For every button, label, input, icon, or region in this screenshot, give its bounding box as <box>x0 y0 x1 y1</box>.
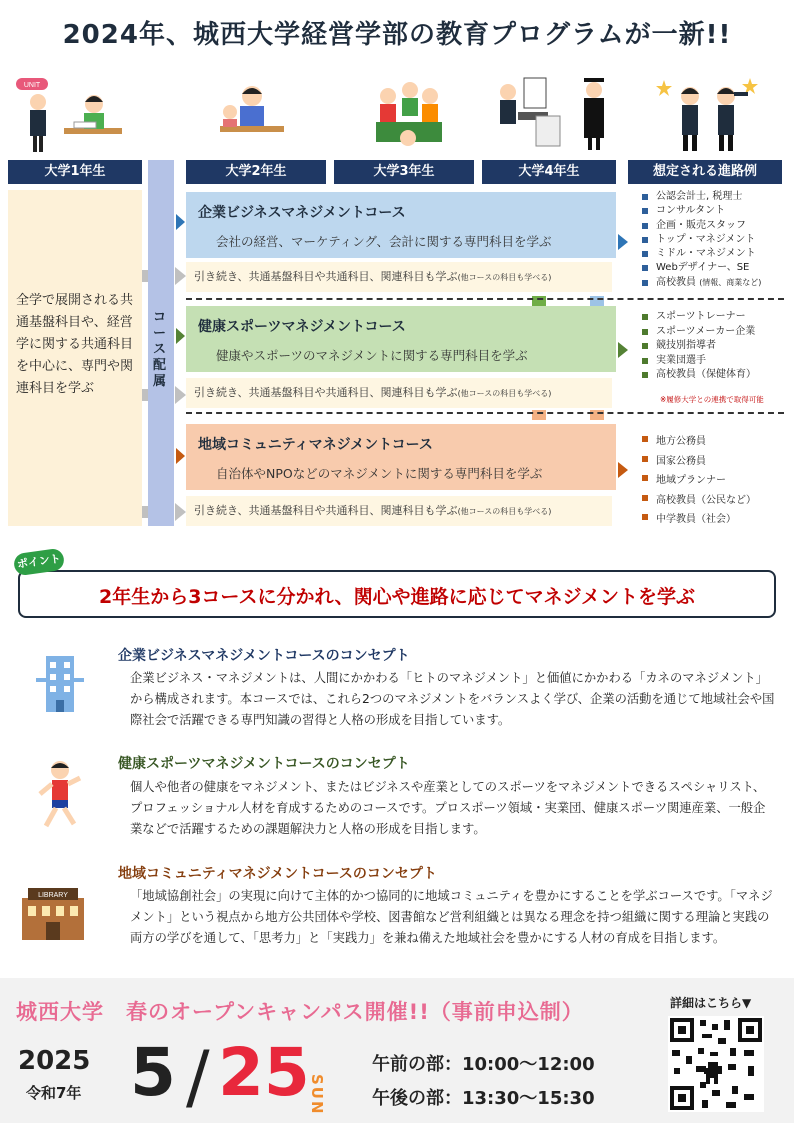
course1-desc: 会社の経営、マーケティング、会計に関する専門科目を学ぶ <box>216 234 552 249</box>
date-slash: / <box>186 1036 210 1118</box>
unit-sign: UNIT <box>23 82 41 89</box>
library-icon <box>18 884 88 942</box>
arrow-right-icon <box>175 267 186 285</box>
group-work-illustration <box>368 72 448 154</box>
career-item: 実業団選手 <box>640 354 756 369</box>
year-header-1: 大学1年生 <box>8 160 142 184</box>
course1-box <box>186 192 616 258</box>
career-item: スポーツメーカー企業 <box>640 325 756 340</box>
afternoon-session: 午後の部：13:30〜15:30 <box>372 1088 595 1109</box>
year1-box <box>8 190 142 526</box>
course1-out-arrow-icon <box>618 234 628 250</box>
concept1-title: 企業ビジネスマネジメントコースのコンセプト <box>118 648 410 664</box>
career-item: 地域プランナー <box>640 471 756 491</box>
library-sign: LIBRARY <box>38 892 68 899</box>
course2-box <box>186 306 616 372</box>
arrow-right-icon <box>175 503 186 521</box>
career-item: 高校教員（保健体育） <box>640 368 756 383</box>
course1-sub-box: 引き続き、共通基盤科目や共通科目、関連科目も学ぶ(他コースの科目も学べる) <box>186 262 612 292</box>
course2-arrow-icon <box>176 328 185 344</box>
careers2-note: ※履修大学との連携で取得可能 <box>660 395 764 404</box>
morning-session: 午前の部：10:00〜12:00 <box>372 1054 595 1075</box>
career-item: 国家公務員 <box>640 452 756 472</box>
student-study-illustration <box>210 72 290 154</box>
career-item: 高校教員（公民など） <box>640 491 756 511</box>
career-item: 地方公務員 <box>640 432 756 452</box>
course2-title: 健康スポーツマネジメントコース <box>198 319 406 335</box>
page-title: 2024年、城西大学経営学部の教育プログラムが一新!! <box>62 20 732 50</box>
event-era: 令和7年 <box>26 1084 82 1102</box>
qr-code-icon[interactable] <box>668 1016 764 1112</box>
year-header-careers: 想定される進路例 <box>628 160 782 184</box>
course3-arrow-icon <box>176 448 185 464</box>
career-item: 企画・販売スタッフ <box>640 219 761 233</box>
graduation-ceremony-illustration <box>14 72 124 154</box>
concept3-body: 「地域協創社会」の実現に向けて主体的かつ協同的に地域コミュニティを豊かにすることを学ぶコースです。「マネジメント」という視点から地方公共団体や学校、図書館など営利組織とは異なる理念を持つ組織に関する理論と実践の両方の学びを通して、「思考力」と「実践力」を兼ね備えた地域社会を豊かにする人材の育成を目指します。 <box>130 889 773 945</box>
course2-desc: 健康やスポーツのマネジメントに関する専門科目を学ぶ <box>216 348 528 363</box>
year1-text: 全学で展開される共通基盤科目や、経営学に関する共通科目を中心に、専門や関連科目を学ぶ <box>16 293 134 396</box>
concept2-body: 個人や他者の健康をマネジメント、またはビジネスや産業としてのスポーツをマネジメントできるスペシャリスト、プロフェッショナル人材を育成するためのコースです。プロスポーツ領域・実業団、健康スポーツ関連産業、一般企業などで活躍するための課題解決力と人格の形成を目指します。 <box>130 780 766 836</box>
connector <box>142 506 148 518</box>
course-assignment-label: コース配属 <box>153 310 167 389</box>
event-weekday: SUN <box>308 1074 326 1116</box>
career-success-illustration <box>650 72 770 154</box>
event-month: 5 <box>130 1034 176 1111</box>
career-item: Webデザイナー、SE <box>640 261 761 275</box>
event-day: 25 <box>218 1034 310 1111</box>
career-item: 中学教員（社会） <box>640 510 756 530</box>
course3-desc: 自治体やNPOなどのマネジメントに関する専門科目を学ぶ <box>216 466 543 481</box>
career-item: 高校教員 (情報、商業など) <box>640 276 761 290</box>
year-header-4: 大学4年生 <box>482 160 616 184</box>
runner-icon <box>30 758 90 832</box>
divider <box>186 412 784 414</box>
open-campus-footer <box>0 978 794 1123</box>
graduation-illustration <box>486 72 616 154</box>
career-item: トップ・マネジメント <box>640 233 761 247</box>
year-header-3: 大学3年生 <box>334 160 474 184</box>
point-badge: ポイント <box>13 548 66 577</box>
detail-link[interactable]: 詳細はこちら▼ <box>670 996 752 1010</box>
course1-title: 企業ビジネスマネジメントコース <box>198 205 406 221</box>
building-icon <box>32 652 88 714</box>
career-item: スポーツトレーナー <box>640 310 756 325</box>
career-item: コンサルタント <box>640 204 761 218</box>
arrow-right-icon <box>175 386 186 404</box>
career-item: 競技別指導者 <box>640 339 756 354</box>
year-header-2: 大学2年生 <box>186 160 326 184</box>
event-year: 2025 <box>18 1046 91 1076</box>
course-assignment-bar <box>148 160 174 526</box>
concept3-title: 地域コミュニティマネジメントコースのコンセプト <box>118 866 437 882</box>
course3-box <box>186 424 616 490</box>
careers-list-1 <box>640 190 761 290</box>
connector <box>142 270 148 282</box>
course2-out-arrow-icon <box>618 342 628 358</box>
connector <box>142 389 148 401</box>
concept2-title: 健康スポーツマネジメントコースのコンセプト <box>118 756 410 772</box>
concept1-body: 企業ビジネス・マネジメントは、人間にかかわる「ヒトのマネジメント」と価値にかかわる「カネのマネジメント」から構成されます。本コースでは、これら2つのマネジメントをバランスよく学び、企業の活動を通じて地域社会や国際社会で活躍できる専門知識の習得と人格の形成を目指しています。 <box>130 671 775 727</box>
open-campus-title: 城西大学 春のオープンキャンパス開催!!（事前申込制） <box>16 1000 584 1024</box>
course1-arrow-icon <box>176 214 185 230</box>
point-text: 2年生から3コースに分かれ、関心や進路に応じてマネジメントを学ぶ <box>98 586 696 608</box>
careers-list-2 <box>640 310 756 383</box>
course2-sub-box: 引き続き、共通基盤科目や共通科目、関連科目も学ぶ(他コースの科目も学べる) <box>186 378 612 408</box>
career-item: ミドル・マネジメント <box>640 247 761 261</box>
divider <box>186 298 784 300</box>
career-item: 公認会計士, 税理士 <box>640 190 761 204</box>
careers-list-3 <box>640 432 756 530</box>
course3-title: 地域コミュニティマネジメントコース <box>198 437 433 453</box>
course3-sub-box: 引き続き、共通基盤科目や共通科目、関連科目も学ぶ(他コースの科目も学べる) <box>186 496 612 526</box>
point-box <box>18 570 776 618</box>
course3-out-arrow-icon <box>618 462 628 478</box>
